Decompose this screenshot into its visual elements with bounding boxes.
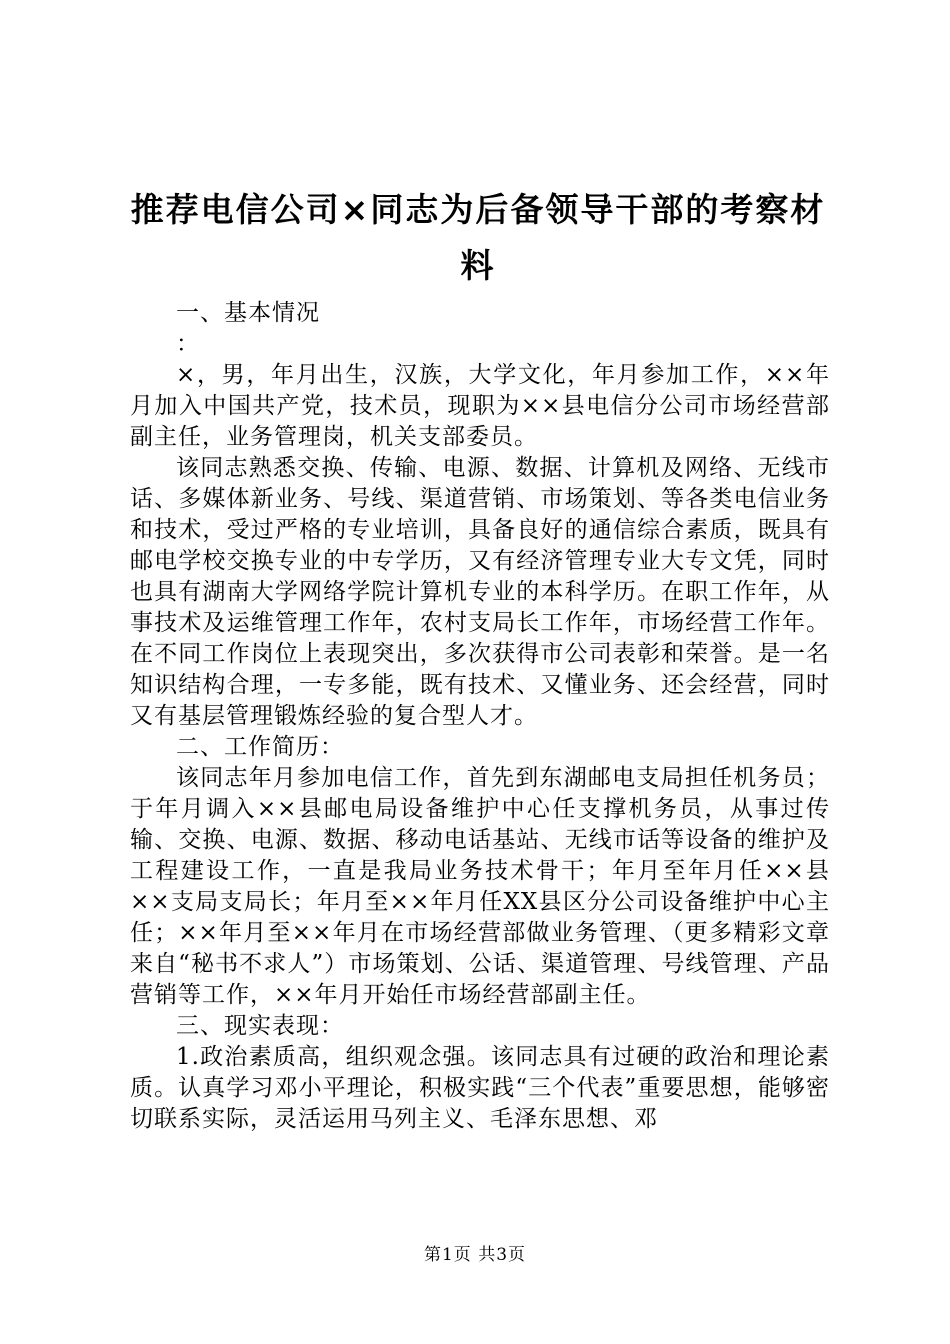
paragraph-skills: 该同志熟悉交换、传输、电源、数据、计算机及网络、无线市话、多媒体新业务、号线、渠道营销、市场策划、等各类电信业务和技术，受过严格的专业培训，具备良好的通信综合素质，既具有邮电学校交换专业的中专学历，又有经济管理专业大专文凭，同时也具有湖南大学网络学院计算机专业的本科学历。在职工作年，从事技术及运维管理工作年，农村支局长工作年，市场经营工作年。在不同工作岗位上表现突出，多次获得市公司表彰和荣誉。是一名知识结构合理，一专多能，既有技术、又懂业务、还会经营，同时又有基层管理锻炼经验的复合型人才。 [130, 455, 830, 729]
section-heading-work-history: 二、工作简历： [176, 734, 344, 760]
paragraph-work-history: 该同志年月参加电信工作，首先到东湖邮电支局担任机务员；于年月调入××县邮电局设备维护中心任支撑机务员，从事过传输、交换、电源、数据、移动电话基站、无线市话等设备的维护及工程建设工作，一直是我局业务技术骨干；年月至年月任××县××支局支局长；年月至××年月任XX县区分公司设备维护中心主任；××年月至××年月在市场经营部做业务管理、（更多精彩文章来自“秘书不求人”）市场策划、公话、渠道管理、号线管理、产品营销等工作，××年月开始任市场经营部副主任。 [130, 765, 830, 1008]
colon-line: ： [176, 331, 200, 357]
paragraph-personal-info: ×，男，年月出生，汉族，大学文化，年月参加工作，××年月加入中国共产党，技术员，现职为××县电信分公司市场经营部副主任，业务管理岗，机关支部委员。 [130, 362, 830, 450]
paragraph-performance-1: 1.政治素质高，组织观念强。该同志具有过硬的政治和理论素质。认真学习邓小平理论，积极实践“三个代表”重要思想，能够密切联系实际，灵活运用马列主义、毛泽东思想、邓 [130, 1044, 830, 1132]
document-title: 推荐电信公司×同志为后备领导干部的考察材料 [130, 190, 826, 285]
section-heading-basic-info: 一、基本情况 [176, 300, 320, 326]
document-body [130, 298, 830, 1135]
page-number: 第1页 共3页 [423, 1245, 527, 1265]
section-heading-performance: 三、现实表现： [176, 1013, 344, 1039]
